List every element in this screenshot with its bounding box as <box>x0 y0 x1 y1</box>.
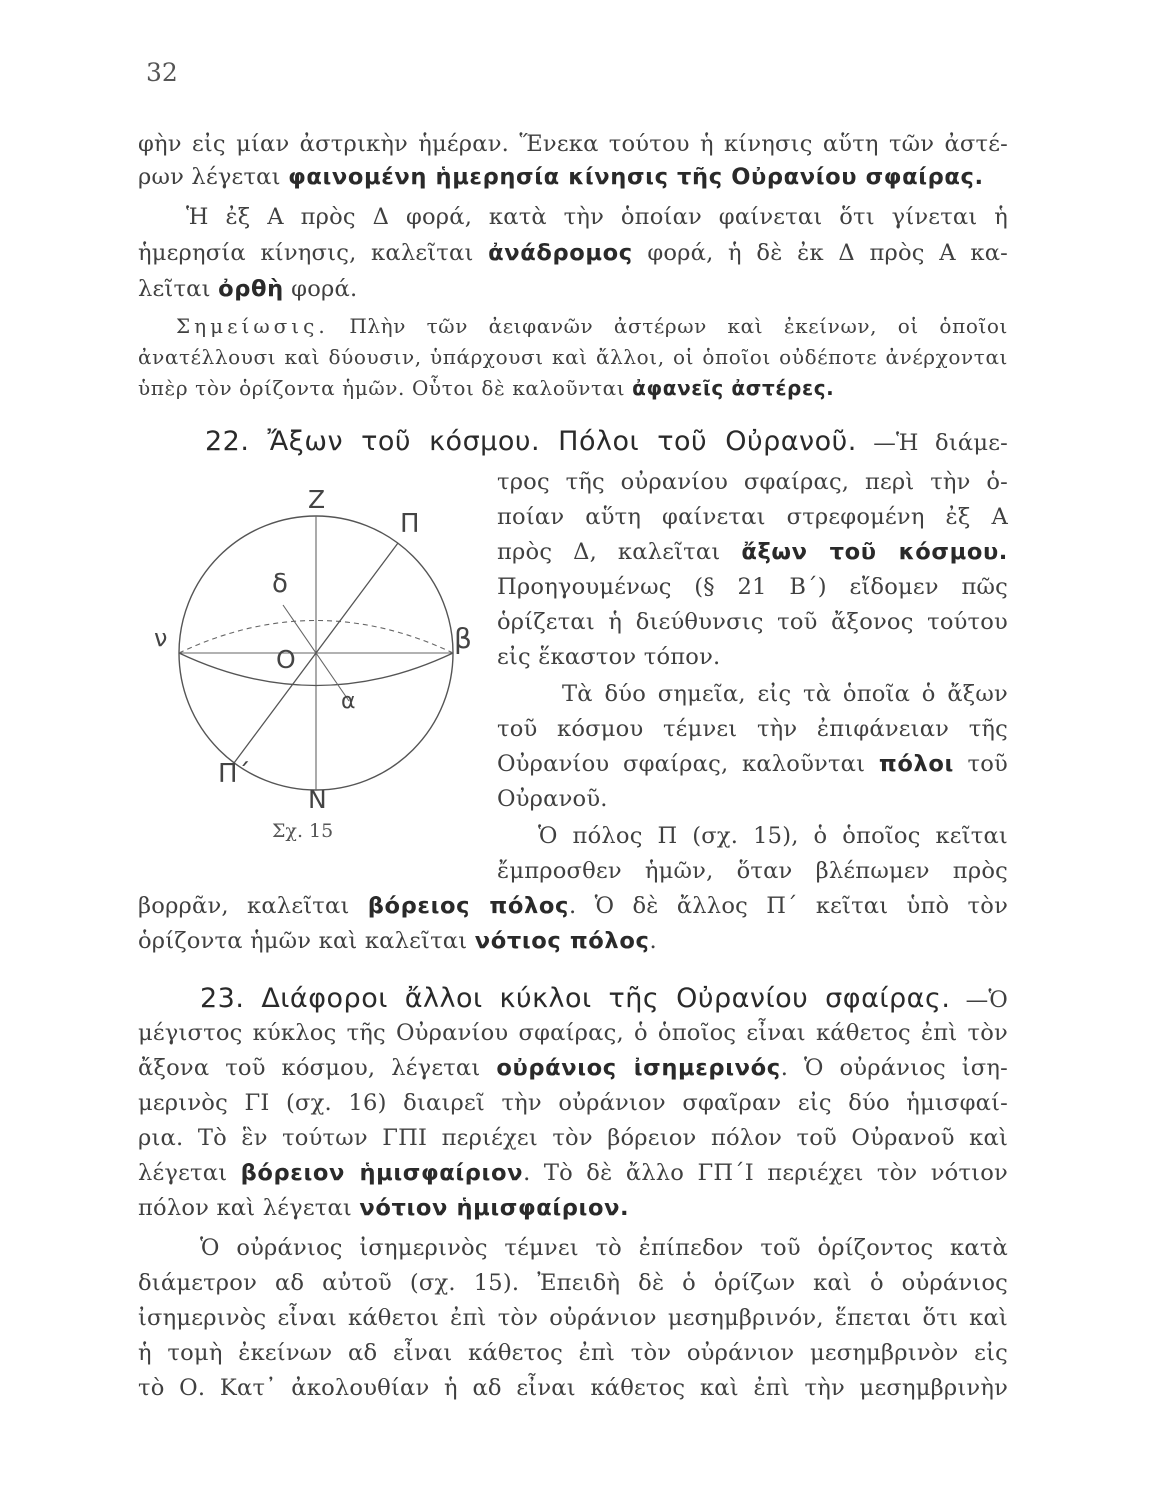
last-paragraph-line-5: τὸ Ο. Κατ᾽ ἀκολουθίαν ἡ αδ εἶναι κάθετος καὶ ἐπὶ τὴν μεσημβρινὴν <box>138 1375 1008 1401</box>
label-delta: δ <box>272 569 288 599</box>
sec23-line-6: λέγεται βόρειον ἡμισφαίριον. Τὸ δὲ ἄλλο ΓΠ΄Ι περιέχει τὸν νότιον <box>138 1160 1008 1186</box>
note-label: Σημείωσις. <box>176 314 329 338</box>
label-nadir: N <box>308 785 327 814</box>
sec22-p2-line-2: τοῦ κόσμου τέμνει τὴν ἐπιφάνειαν τῆς <box>497 716 1008 742</box>
term-invisible-stars: ἀφανεῖς ἀστέρες. <box>632 376 835 400</box>
sec22-p3-line-4: ὁρίζοντα ἡμῶν καὶ καλεῖται νότιος πόλος. <box>138 928 657 954</box>
note-line-3: ὑπὲρ τὸν ὁρίζοντα ἡμῶν. Οὗτοι δὲ καλοῦνται ἀφανεῖς ἀστέρες. <box>138 376 835 400</box>
section-23-heading: 23. Διάφοροι ἄλλοι κύκλοι τῆς Οὐρανίου σφαίρας. <box>200 983 951 1014</box>
label-nu: ν <box>154 624 168 652</box>
paragraph-motion-line-1: φὴν εἰς μίαν ἀστρικὴν ἡμέραν. Ἕνεκα τούτου ἡ κίνησις αὕτη τῶν ἀστέ- <box>138 131 1008 157</box>
sec23-line-4: μερινὸς ΓΙ (σχ. 16) διαιρεῖ τὴν οὐράνιον σφαῖραν εἰς δύο ἡμισφαί- <box>138 1090 1008 1116</box>
last-paragraph-line-2: διάμετρον αδ αὐτοῦ (σχ. 15). Ἐπειδὴ δὲ ὁ ὁρίζων καὶ ὁ οὐράνιος <box>138 1270 1008 1296</box>
term-north-pole: βόρειος πόλος <box>367 893 570 919</box>
term-south-pole: νότιος πόλος <box>474 928 650 954</box>
sec23-line-3: ἄξονα τοῦ κόσμου, λέγεται οὐράνιος ἰσημερινός. Ὁ οὐράνιος ἰση- <box>138 1055 1008 1081</box>
label-north-pole: Π <box>400 509 420 539</box>
sec22-p2-line-1: Τὰ δύο σημεῖα, εἰς τὰ ὁποῖα ὁ ἄξων <box>562 681 1008 707</box>
last-paragraph-line-1: Ὁ οὐράνιος ἰσημερινὸς τέμνει τὸ ἐπίπεδον τοῦ ὁρίζοντος κατὰ <box>200 1235 1008 1261</box>
label-beta: β <box>454 622 472 655</box>
label-south-pole: Π΄ <box>218 759 251 789</box>
figure-15-caption: Σχ. 15 <box>272 820 334 842</box>
sec22-line-3: ποίαν αὕτη φαίνεται στρεφομένη ἐξ Α <box>497 504 1008 530</box>
term-retrograde: ἀνάδρομος <box>488 240 633 266</box>
sec22-p3-line-2: ἔμπροσθεν ἡμῶν, ὅταν βλέπωμεν πρὸς <box>497 858 1008 884</box>
sec22-p2-line-4: Οὐρανοῦ. <box>497 786 608 812</box>
term-celestial-equator: οὐράνιος ἰσημερινός <box>496 1055 781 1081</box>
sec23-line-2: μέγιστος κύκλος τῆς Οὐρανίου σφαίρας, ὁ ὁποῖος εἶναι κάθετος ἐπὶ τὸν <box>138 1020 1008 1046</box>
sec22-line-5: Προηγουμένως (§ 21 Β΄) εἴδομεν πῶς <box>497 574 1008 600</box>
label-center-O: O <box>276 645 296 674</box>
figure-15-celestial-sphere <box>148 470 472 814</box>
section-22-heading-line: 22. Ἄξων τοῦ κόσμου. Πόλοι τοῦ Οὐρανοῦ. —Ἡ διάμε- <box>205 426 1008 457</box>
sec23-line-7: πόλον καὶ λέγεται νότιον ἡμισφαίριον. <box>138 1195 630 1221</box>
section-22-heading: 22. Ἄξων τοῦ κόσμου. Πόλοι τοῦ Οὐρανοῦ. <box>205 426 857 457</box>
paragraph-direction-line-3: λεῖται ὀρθὴ φορά. <box>138 276 358 302</box>
label-alpha: α <box>341 689 356 714</box>
sec22-line-2: τρος τῆς οὐρανίου σφαίρας, περὶ τὴν ὁ- <box>497 469 1008 495</box>
sec22-line-7: εἰς ἕκαστον τόπον. <box>497 644 721 670</box>
paragraph-motion-line-2: ρων λέγεται φαινομένη ἡμερησία κίνησις τῆς Οὐρανίου σφαίρας. <box>138 164 984 190</box>
last-paragraph-line-3: ἰσημερινὸς εἶναι κάθετοι ἐπὶ τὸν οὐράνιον μεσημβρινόν, ἕπεται ὅτι καὶ <box>138 1305 1008 1331</box>
sec22-line-6: ὁρίζεται ἡ διεύθυνσις τοῦ ἄξονος τούτου <box>497 609 1008 635</box>
page-number: 32 <box>146 58 178 87</box>
term-world-axis: ἄξων τοῦ κόσμου. <box>741 539 1008 565</box>
note-line-1: Σημείωσις. Πλὴν τῶν ἀειφανῶν ἀστέρων καὶ ἐκείνων, οἱ ὁποῖοι <box>176 314 1008 338</box>
term-poles: πόλοι <box>878 751 954 777</box>
term-northern-hemisphere: βόρειον ἡμισφαίριον <box>240 1160 524 1186</box>
last-paragraph-line-4: ἡ τομὴ ἐκείνων αδ εἶναι κάθετος ἐπὶ τὸν οὐράνιον μεσημβρινὸν εἰς <box>138 1340 1008 1366</box>
sec23-line-5: ρια. Τὸ ἓν τούτων ΓΠΙ περιέχει τὸν βόρειον πόλον τοῦ Οὐρανοῦ καὶ <box>138 1125 1008 1151</box>
sec22-p3-line-3: βορρᾶν, καλεῖται βόρειος πόλος. Ὁ δὲ ἄλλος Π΄ κεῖται ὑπὸ τὸν <box>138 893 1008 919</box>
note-line-2: ἀνατέλλουσι καὶ δύουσιν, ὑπάρχουσι καὶ ἄλλοι, οἱ ὁποῖοι οὐδέποτε ἀνέρχονται <box>138 345 1008 369</box>
section-23-heading-line: 23. Διάφοροι ἄλλοι κύκλοι τῆς Οὐρανίου σφαίρας. —Ὁ <box>200 983 1009 1014</box>
sec22-p3-line-1: Ὁ πόλος Π (σχ. 15), ὁ ὁποῖος κεῖται <box>538 823 1008 849</box>
sec22-line-4: πρὸς Δ, καλεῖται ἄξων τοῦ κόσμου. <box>497 539 1008 565</box>
sec22-p2-line-3: Οὐρανίου σφαίρας, καλοῦνται πόλοι τοῦ <box>497 751 1008 777</box>
term-southern-hemisphere: νότιον ἡμισφαίριον. <box>359 1195 630 1221</box>
term-apparent-daily-motion: φαινομένη ἡμερησία κίνησις τῆς Οὐρανίου σφαίρας. <box>288 164 984 190</box>
paragraph-direction-line-2: ἡμερησία κίνησις, καλεῖται ἀνάδρομος φορά, ἡ δὲ ἐκ Δ πρὸς Α κα- <box>138 240 1008 266</box>
label-zenith: Z <box>308 485 326 514</box>
term-direct: ὀρθὴ <box>218 276 284 302</box>
paragraph-direction-line-1: Ἡ ἐξ Α πρὸς Δ φορά, κατὰ τὴν ὁποίαν φαίνεται ὅτι γίνεται ἡ <box>186 204 1008 230</box>
